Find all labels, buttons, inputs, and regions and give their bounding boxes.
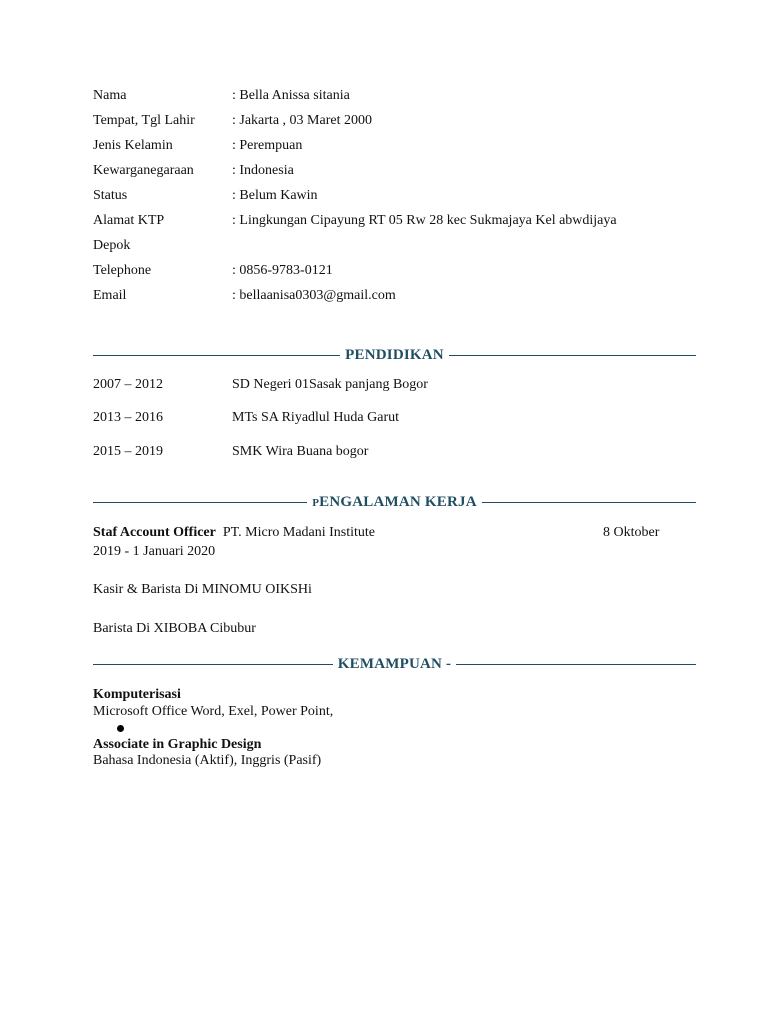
info-label: Kewarganegaraan bbox=[93, 163, 194, 178]
skill-group-heading: Komputerisasi bbox=[93, 687, 181, 702]
address-continuation: Depok bbox=[93, 238, 131, 253]
education-item bbox=[93, 375, 693, 395]
skill-group-heading: Associate in Graphic Design bbox=[93, 737, 262, 752]
education-school: SMK Wira Buana bogor bbox=[232, 444, 369, 459]
education-item bbox=[93, 408, 693, 428]
info-label: Nama bbox=[93, 88, 127, 103]
info-value: : 0856-9783-0121 bbox=[232, 263, 333, 278]
info-label: Alamat KTP bbox=[93, 213, 165, 228]
education-school: MTs SA Riyadlul Huda Garut bbox=[232, 410, 400, 425]
info-label: Telephone bbox=[93, 263, 152, 278]
education-item bbox=[93, 442, 693, 462]
section-title-initial: P bbox=[312, 496, 320, 509]
info-row-gender bbox=[93, 136, 693, 156]
education-years: 2015 – 2019 bbox=[93, 444, 163, 459]
divider-line bbox=[93, 355, 340, 356]
section-title-text: KEMAMPUAN bbox=[337, 655, 443, 672]
job-date-start: 8 Oktober bbox=[603, 525, 660, 540]
job-date-continuation: 2019 - 1 Januari 2020 bbox=[93, 544, 216, 559]
job-title: Staf Account Officer bbox=[93, 525, 216, 540]
job-item bbox=[93, 523, 693, 543]
divider-line bbox=[93, 502, 307, 503]
info-value: : Bella Anissa sitania bbox=[232, 88, 350, 103]
divider-line bbox=[449, 355, 696, 356]
info-label: Jenis Kelamin bbox=[93, 138, 173, 153]
section-title-trail: - bbox=[446, 655, 452, 672]
divider-line bbox=[482, 502, 696, 503]
job-company: PT. Micro Madani Institute bbox=[222, 525, 376, 540]
skill-group-text: Bahasa Indonesia (Aktif), Inggris (Pasif) bbox=[93, 753, 322, 768]
info-label: Email bbox=[93, 288, 127, 303]
info-row-birth bbox=[93, 111, 693, 131]
section-heading-education bbox=[93, 345, 696, 365]
info-row-email bbox=[93, 286, 693, 306]
info-value: : Jakarta , 03 Maret 2000 bbox=[232, 113, 372, 128]
info-value: : Indonesia bbox=[232, 163, 294, 178]
info-value: : Lingkungan Cipayung RT 05 Rw 28 kec Sukmajaya Kel abwdijaya bbox=[232, 213, 617, 228]
job-item: Barista Di XIBOBA Cibubur bbox=[93, 621, 256, 636]
divider-line bbox=[93, 664, 333, 665]
info-row-nationality bbox=[93, 161, 693, 181]
section-title: PENDIDIKAN bbox=[345, 346, 444, 363]
job-item: Kasir & Barista Di MINOMU OIKSHi bbox=[93, 582, 312, 597]
info-value: : Belum Kawin bbox=[232, 188, 318, 203]
info-row-status bbox=[93, 186, 693, 206]
section-title bbox=[333, 656, 456, 673]
info-row-address bbox=[93, 211, 693, 231]
section-title-rest: ENGALAMAN KERJA bbox=[319, 493, 477, 510]
info-label: Status bbox=[93, 188, 128, 203]
divider-line bbox=[456, 664, 696, 665]
section-heading-skills bbox=[93, 654, 696, 674]
bullet-icon bbox=[117, 725, 124, 732]
education-years: 2007 – 2012 bbox=[93, 377, 163, 392]
info-row-nama bbox=[93, 86, 693, 106]
education-years: 2013 – 2016 bbox=[93, 410, 163, 425]
info-row-phone bbox=[93, 261, 693, 281]
info-label: Tempat, Tgl Lahir bbox=[93, 113, 195, 128]
section-heading-experience bbox=[93, 492, 696, 512]
section-title bbox=[307, 494, 482, 511]
education-school: SD Negeri 01Sasak panjang Bogor bbox=[232, 377, 428, 392]
info-value: : bellaanisa0303@gmail.com bbox=[232, 288, 396, 303]
info-value: : Perempuan bbox=[232, 138, 303, 153]
skill-group-text: Microsoft Office Word, Exel, Power Point, bbox=[93, 704, 334, 719]
